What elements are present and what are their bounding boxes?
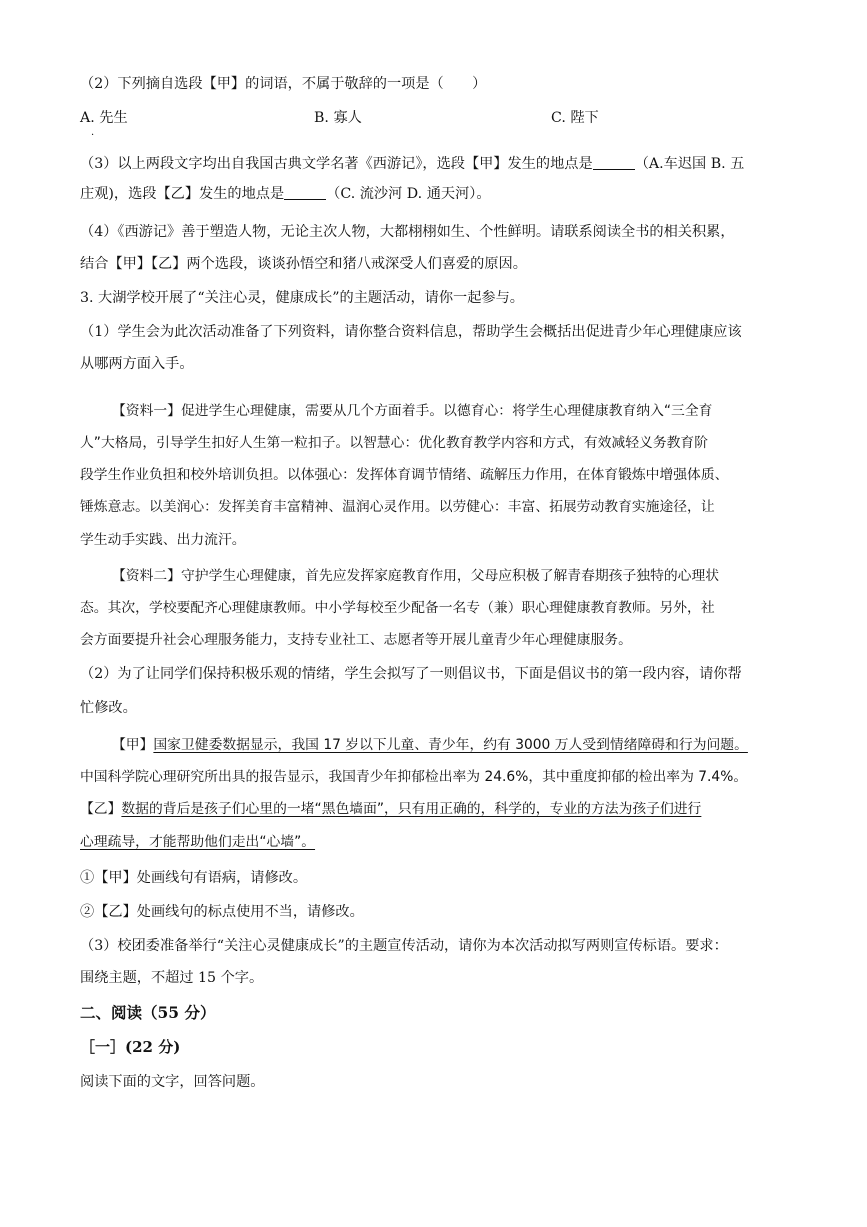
answer-blank-2 [284, 185, 326, 200]
section-title: 二、阅读（55 分） [80, 1003, 216, 1022]
sub3-line2: 围绕主题，不超过 15 个字。 [80, 970, 264, 986]
material2-line: 【资料二】守护学生心理健康，首先应发挥家庭教育作用，父母应积极了解青春期孩子独特的心理状 [112, 568, 720, 584]
q3-line2-text-a: 庄观)，选段【乙】发生的地点是 [80, 186, 285, 202]
q3-line2-text-b: （C. 流沙河 D. 通天河）。 [326, 186, 491, 202]
sub2-line1: （2）为了让同学们保持积极乐观的情绪，学生会拟写了一则倡议书，下面是倡议书的第一段内容，请你帮 [80, 666, 742, 682]
q4-line1: （4）《西游记》善于塑造人物，无论主次人物，大都栩栩如生、个性鲜明。请联系阅读全书的相关积累， [80, 224, 735, 240]
jia-underlined-sentence: 国家卫健委数据显示，我国 17 岁以下儿童、青少年，约有 3000 万人受到情绪障碍和行为问题。 [153, 737, 748, 753]
option-c: C. 陛下 [551, 110, 599, 126]
passage-yi-cont [80, 832, 790, 852]
q3main-title: 3. 大湖学校开展了“关注心灵，健康成长”的主题活动，请你一起参与。 [80, 290, 524, 306]
material1-line: 学生动手实践、出力流汗。 [80, 532, 246, 548]
material1-line: 锤炼意志。以美润心：发挥美育丰富精神、温润心灵作用。以劳健心：丰富、拓展劳动教育实施途径，让 [80, 499, 715, 515]
material2-line: 态。其次，学校要配齐心理健康教师。中小学每校至少配备一名专（兼）职心理健康教育教师。另外，社 [80, 600, 715, 616]
option-a: A. 先生 [80, 110, 128, 126]
task-1: ①【甲】处画线句有语病，请修改。 [80, 870, 308, 886]
q2-stem: （2）下列摘自选段【甲】的词语，不属于敬辞的一项是（ ） [80, 76, 487, 92]
material2-line: 会方面要提升社会心理服务能力，支持专业社工、志愿者等开展儿童青少年心理健康服务。 [80, 632, 632, 648]
emphasis-dot: · [91, 130, 95, 141]
q4-line2: 结合【甲】【乙】两个选段，谈谈孙悟空和猪八戒深受人们喜爱的原因。 [80, 256, 527, 272]
material1-line: 【资料一】促进学生心理健康，需要从几个方面着手。以德育心：将学生心理健康教育纳入“三全育 [112, 403, 713, 419]
reading-instruction: 阅读下面的文字，回答问题。 [80, 1074, 265, 1090]
q3-line2 [80, 184, 790, 204]
yi-tag: 【乙】 [80, 801, 122, 817]
sub1-line1: （1）学生会为此次活动准备了下列资料，请你整合资料信息，帮助学生会概括出促进青少年心理健康应该 [80, 324, 742, 340]
sub1-line2: 从哪两方面入手。 [80, 356, 194, 372]
passage-jia [112, 735, 790, 755]
task-2: ②【乙】处画线句的标点使用不当，请修改。 [80, 904, 364, 920]
sub2-line2: 忙修改。 [80, 700, 137, 716]
q3-line1-text-b: （A.车迟国 B. 五 [634, 156, 745, 172]
material1-line: 段学生作业负担和校外培训负担。以体强心：发挥体育调节情绪、疏解压力作用，在体育锻炼中增强体质、 [80, 467, 729, 483]
passage-mid: 中国科学院心理研究所出具的报告显示，我国青少年抑郁检出率为 24.6%，其中重度抑郁的检出率为 7.4%。 [80, 769, 748, 785]
sub3-line1: （3）校团委准备举行“关注心灵健康成长”的主题宣传活动，请你为本次活动拟写两则宣传标语。要求： [80, 938, 728, 954]
part-title: ［一］(22 分) [80, 1038, 181, 1056]
passage-yi [80, 799, 790, 819]
option-b: B. 寡人 [314, 110, 362, 126]
answer-blank-1 [593, 155, 635, 170]
q3-line1 [80, 154, 790, 174]
yi-underlined-sentence-1: 数据的背后是孩子们心里的一堵“黑色墙面”，只有用正确的，科学的，专业的方法为孩子们进行 [121, 801, 702, 817]
material1-line: 人”大格局，引导学生扣好人生第一粒扣子。以智慧心：优化教育教学内容和方式，有效减轻义务教育阶 [80, 435, 709, 451]
jia-tag: 【甲】 [112, 737, 154, 753]
q3-line1-text-a: （3）以上两段文字均出自我国古典文学名著《西游记》，选段【甲】发生的地点是 [80, 156, 593, 172]
yi-underlined-sentence-2: 心理疏导，才能帮助他们走出“心墙”。 [80, 834, 316, 850]
